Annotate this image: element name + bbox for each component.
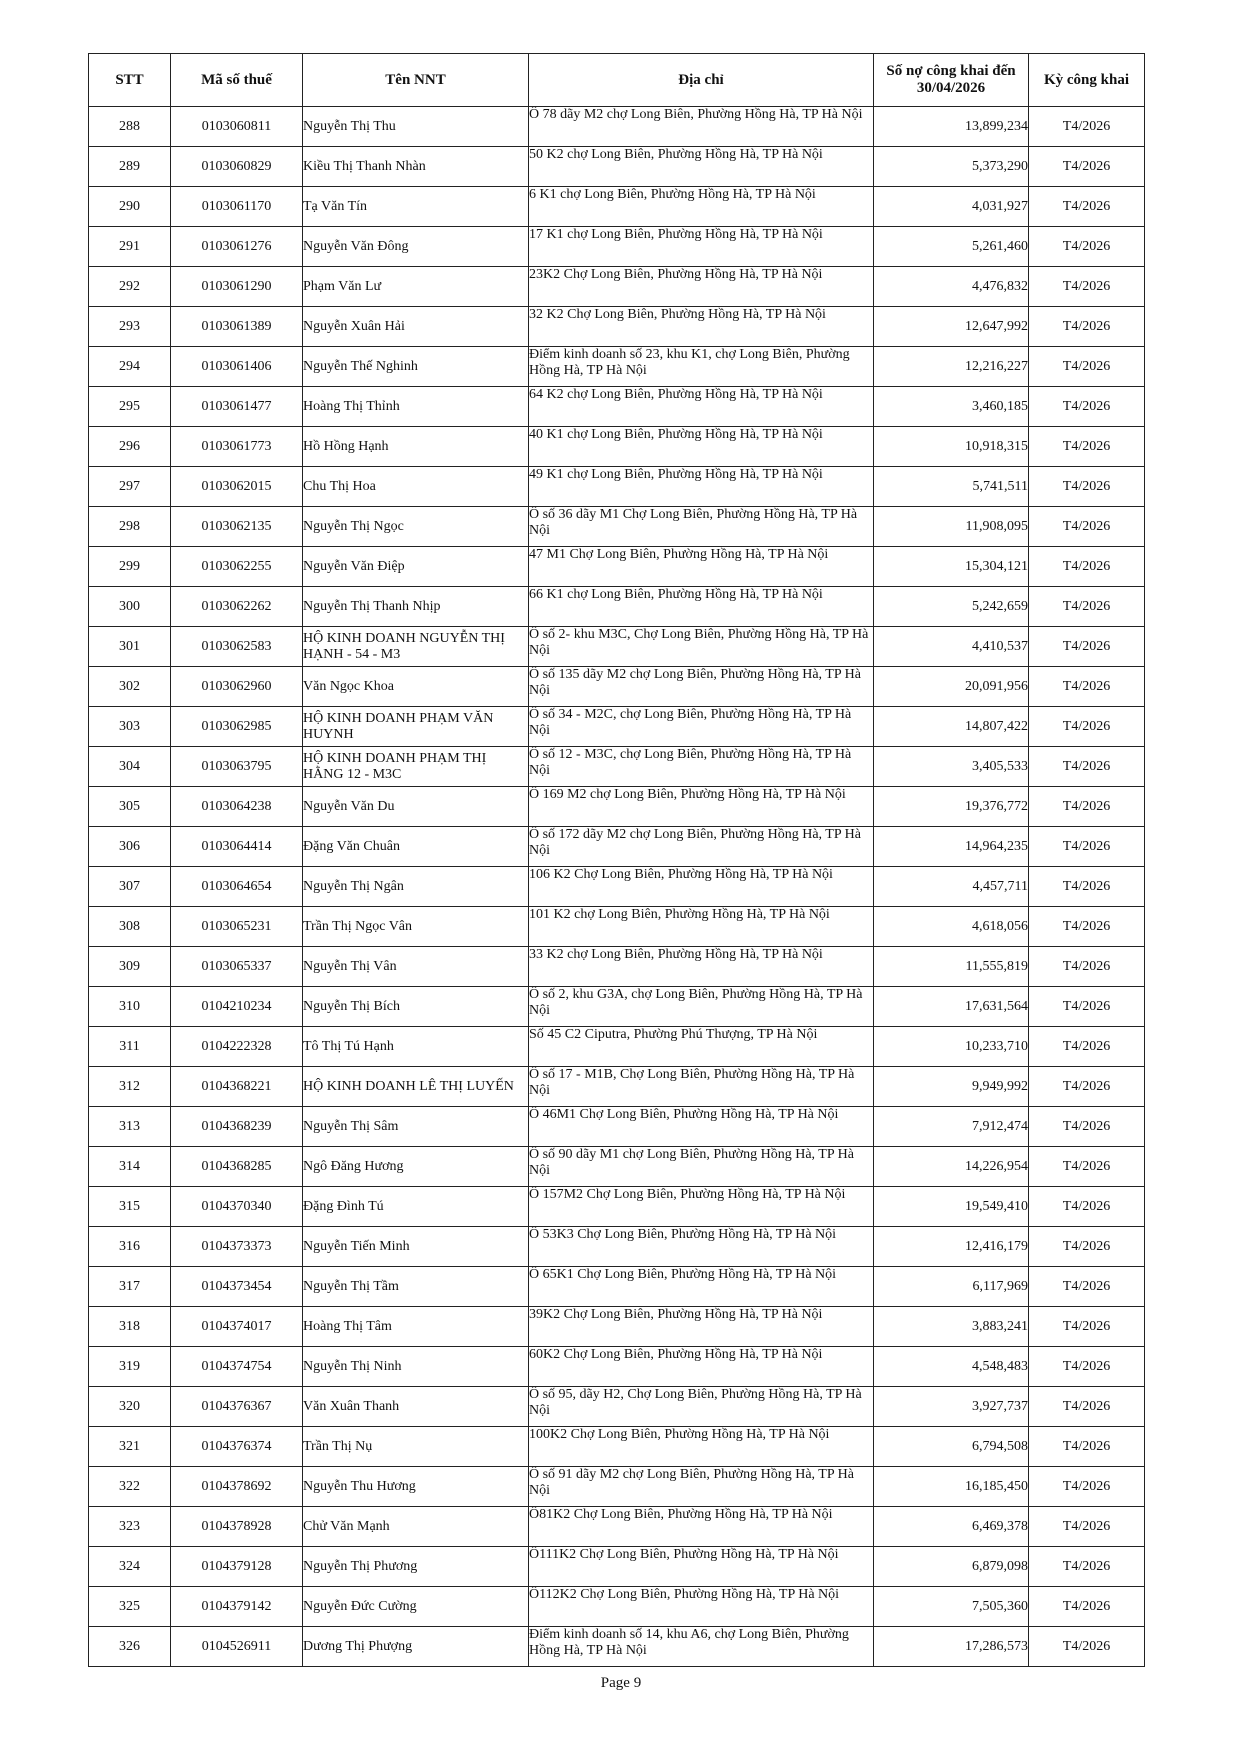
cell-stt: 323 (89, 1507, 171, 1547)
cell-address: Ô số 90 dãy M1 chợ Long Biên, Phường Hồng Hà, TP Hà Nội (529, 1147, 874, 1187)
cell-tax-code: 0103061170 (171, 187, 303, 227)
table-row (89, 467, 1145, 507)
header-period: Kỳ công khai (1029, 54, 1145, 107)
cell-address: Ô81K2 Chợ Long Biên, Phường Hồng Hà, TP Hà Nội (529, 1507, 874, 1547)
cell-stt: 306 (89, 827, 171, 867)
cell-tax-code: 0103061389 (171, 307, 303, 347)
cell-stt: 293 (89, 307, 171, 347)
table-row (89, 1107, 1145, 1147)
cell-tax-code: 0104379142 (171, 1587, 303, 1627)
cell-debt: 19,549,410 (874, 1187, 1029, 1227)
cell-period: T4/2026 (1029, 1027, 1145, 1067)
table-row (89, 587, 1145, 627)
cell-tax-code: 0103062985 (171, 707, 303, 747)
cell-tax-code: 0103064238 (171, 787, 303, 827)
cell-tax-code: 0103065231 (171, 907, 303, 947)
cell-tax-code: 0104374754 (171, 1347, 303, 1387)
cell-address: Ô 46M1 Chợ Long Biên, Phường Hồng Hà, TP Hà Nội (529, 1107, 874, 1147)
cell-address: Ô số 2- khu M3C, Chợ Long Biên, Phường Hồng Hà, TP Hà Nội (529, 627, 874, 667)
cell-debt: 11,908,095 (874, 507, 1029, 547)
cell-address: Ô 78 dãy M2 chợ Long Biên, Phường Hồng Hà, TP Hà Nội (529, 107, 874, 147)
cell-debt: 17,286,573 (874, 1627, 1029, 1667)
cell-stt: 324 (89, 1547, 171, 1587)
cell-stt: 298 (89, 507, 171, 547)
table-row (89, 1147, 1145, 1187)
cell-period: T4/2026 (1029, 187, 1145, 227)
cell-debt: 12,416,179 (874, 1227, 1029, 1267)
table-body (89, 107, 1145, 1667)
cell-address: Số 45 C2 Ciputra, Phường Phú Thượng, TP Hà Nội (529, 1027, 874, 1067)
cell-address: Ô 65K1 Chợ Long Biên, Phường Hồng Hà, TP Hà Nội (529, 1267, 874, 1307)
cell-name: Đặng Đình Tú (303, 1187, 529, 1227)
cell-name: HỘ KINH DOANH LÊ THỊ LUYẾN (303, 1067, 529, 1107)
table-row (89, 1387, 1145, 1427)
table-row (89, 267, 1145, 307)
cell-stt: 299 (89, 547, 171, 587)
cell-stt: 304 (89, 747, 171, 787)
cell-tax-code: 0103062015 (171, 467, 303, 507)
table-row (89, 1507, 1145, 1547)
cell-tax-code: 0104378928 (171, 1507, 303, 1547)
cell-period: T4/2026 (1029, 1067, 1145, 1107)
cell-address: Ô số 17 - M1B, Chợ Long Biên, Phường Hồng Hà, TP Hà Nội (529, 1067, 874, 1107)
cell-period: T4/2026 (1029, 1147, 1145, 1187)
cell-name: Nguyễn Thị Ngọc (303, 507, 529, 547)
cell-stt: 318 (89, 1307, 171, 1347)
cell-debt: 14,964,235 (874, 827, 1029, 867)
cell-debt: 3,883,241 (874, 1307, 1029, 1347)
table-row (89, 1187, 1145, 1227)
cell-name: Nguyễn Thu Hương (303, 1467, 529, 1507)
cell-period: T4/2026 (1029, 1467, 1145, 1507)
cell-name: Nguyễn Đức Cường (303, 1587, 529, 1627)
cell-stt: 311 (89, 1027, 171, 1067)
cell-name: Nguyễn Xuân Hải (303, 307, 529, 347)
cell-stt: 305 (89, 787, 171, 827)
cell-period: T4/2026 (1029, 427, 1145, 467)
cell-name: Trần Thị Nụ (303, 1427, 529, 1467)
cell-address: 40 K1 chợ Long Biên, Phường Hồng Hà, TP Hà Nội (529, 427, 874, 467)
cell-period: T4/2026 (1029, 1187, 1145, 1227)
cell-name: Nguyễn Văn Điệp (303, 547, 529, 587)
cell-address: Điểm kinh doanh số 23, khu K1, chợ Long Biên, Phường Hồng Hà, TP Hà Nội (529, 347, 874, 387)
cell-address: 60K2 Chợ Long Biên, Phường Hồng Hà, TP Hà Nội (529, 1347, 874, 1387)
cell-name: Nguyễn Thị Vân (303, 947, 529, 987)
cell-tax-code: 0103061290 (171, 267, 303, 307)
table-row (89, 627, 1145, 667)
cell-name: Nguyễn Thị Ninh (303, 1347, 529, 1387)
table-row (89, 747, 1145, 787)
cell-name: Nguyễn Thị Bích (303, 987, 529, 1027)
cell-tax-code: 0104222328 (171, 1027, 303, 1067)
cell-stt: 320 (89, 1387, 171, 1427)
cell-period: T4/2026 (1029, 1227, 1145, 1267)
cell-stt: 295 (89, 387, 171, 427)
cell-address: Ô111K2 Chợ Long Biên, Phường Hồng Hà, TP Hà Nội (529, 1547, 874, 1587)
cell-debt: 5,242,659 (874, 587, 1029, 627)
cell-tax-code: 0104376367 (171, 1387, 303, 1427)
cell-name: Nguyễn Thị Phương (303, 1547, 529, 1587)
table-row (89, 107, 1145, 147)
table-header-row (89, 54, 1145, 107)
cell-address: 100K2 Chợ Long Biên, Phường Hồng Hà, TP Hà Nội (529, 1427, 874, 1467)
cell-stt: 289 (89, 147, 171, 187)
cell-name: Trần Thị Ngọc Vân (303, 907, 529, 947)
cell-name: Chử Văn Mạnh (303, 1507, 529, 1547)
header-tax-code: Mã số thuế (171, 54, 303, 107)
cell-name: HỘ KINH DOANH NGUYỄN THỊ HẠNH - 54 - M3 (303, 627, 529, 667)
cell-stt: 314 (89, 1147, 171, 1187)
cell-debt: 11,555,819 (874, 947, 1029, 987)
cell-stt: 316 (89, 1227, 171, 1267)
table-row (89, 707, 1145, 747)
table-row (89, 547, 1145, 587)
cell-name: HỘ KINH DOANH PHẠM VĂN HUYNH (303, 707, 529, 747)
cell-tax-code: 0104373454 (171, 1267, 303, 1307)
cell-debt: 15,304,121 (874, 547, 1029, 587)
cell-tax-code: 0104376374 (171, 1427, 303, 1467)
cell-period: T4/2026 (1029, 1267, 1145, 1307)
cell-debt: 14,226,954 (874, 1147, 1029, 1187)
table-row (89, 507, 1145, 547)
cell-debt: 3,405,533 (874, 747, 1029, 787)
cell-address: 101 K2 chợ Long Biên, Phường Hồng Hà, TP Hà Nội (529, 907, 874, 947)
cell-name: Hoàng Thị Tâm (303, 1307, 529, 1347)
cell-tax-code: 0104210234 (171, 987, 303, 1027)
cell-name: Tạ Văn Tín (303, 187, 529, 227)
cell-name: Nguyễn Thị Ngân (303, 867, 529, 907)
cell-debt: 10,233,710 (874, 1027, 1029, 1067)
cell-name: Chu Thị Hoa (303, 467, 529, 507)
cell-name: Nguyễn Thị Thanh Nhịp (303, 587, 529, 627)
cell-address: Ô số 12 - M3C, chợ Long Biên, Phường Hồng Hà, TP Hà Nội (529, 747, 874, 787)
cell-period: T4/2026 (1029, 1547, 1145, 1587)
cell-name: Dương Thị Phượng (303, 1627, 529, 1667)
cell-address: 32 K2 Chợ Long Biên, Phường Hồng Hà, TP Hà Nội (529, 307, 874, 347)
cell-tax-code: 0103060829 (171, 147, 303, 187)
cell-debt: 6,794,508 (874, 1427, 1029, 1467)
table-row (89, 427, 1145, 467)
cell-tax-code: 0104379128 (171, 1547, 303, 1587)
cell-name: Nguyễn Thị Tầm (303, 1267, 529, 1307)
cell-debt: 14,807,422 (874, 707, 1029, 747)
cell-period: T4/2026 (1029, 387, 1145, 427)
cell-tax-code: 0103061276 (171, 227, 303, 267)
table-row (89, 387, 1145, 427)
table-row (89, 1627, 1145, 1667)
cell-tax-code: 0103062262 (171, 587, 303, 627)
cell-debt: 17,631,564 (874, 987, 1029, 1027)
cell-stt: 308 (89, 907, 171, 947)
tax-debt-table (88, 53, 1145, 1667)
cell-address: Điểm kinh doanh số 14, khu A6, chợ Long Biên, Phường Hồng Hà, TP Hà Nội (529, 1627, 874, 1667)
cell-period: T4/2026 (1029, 347, 1145, 387)
cell-address: Ô 157M2 Chợ Long Biên, Phường Hồng Hà, TP Hà Nội (529, 1187, 874, 1227)
cell-tax-code: 0103061477 (171, 387, 303, 427)
header-stt: STT (89, 54, 171, 107)
cell-name: Nguyễn Văn Đông (303, 227, 529, 267)
cell-stt: 309 (89, 947, 171, 987)
cell-debt: 3,927,737 (874, 1387, 1029, 1427)
cell-name: Văn Ngọc Khoa (303, 667, 529, 707)
cell-period: T4/2026 (1029, 1347, 1145, 1387)
cell-stt: 291 (89, 227, 171, 267)
cell-tax-code: 0103062583 (171, 627, 303, 667)
cell-debt: 6,879,098 (874, 1547, 1029, 1587)
cell-name: Đặng Văn Chuân (303, 827, 529, 867)
cell-debt: 16,185,450 (874, 1467, 1029, 1507)
cell-name: Kiều Thị Thanh Nhàn (303, 147, 529, 187)
cell-address: Ô số 34 - M2C, chợ Long Biên, Phường Hồng Hà, TP Hà Nội (529, 707, 874, 747)
cell-stt: 315 (89, 1187, 171, 1227)
cell-period: T4/2026 (1029, 1307, 1145, 1347)
cell-name: Nguyễn Thị Sâm (303, 1107, 529, 1147)
cell-period: T4/2026 (1029, 627, 1145, 667)
table-row (89, 227, 1145, 267)
cell-address: 66 K1 chợ Long Biên, Phường Hồng Hà, TP Hà Nội (529, 587, 874, 627)
cell-period: T4/2026 (1029, 107, 1145, 147)
cell-debt: 5,741,511 (874, 467, 1029, 507)
cell-debt: 6,117,969 (874, 1267, 1029, 1307)
table-row (89, 907, 1145, 947)
cell-stt: 313 (89, 1107, 171, 1147)
table-row (89, 867, 1145, 907)
table-row (89, 1587, 1145, 1627)
cell-stt: 321 (89, 1427, 171, 1467)
cell-period: T4/2026 (1029, 947, 1145, 987)
table-row (89, 667, 1145, 707)
cell-name: Tô Thị Tú Hạnh (303, 1027, 529, 1067)
cell-name: Hồ Hồng Hạnh (303, 427, 529, 467)
cell-address: 6 K1 chợ Long Biên, Phường Hồng Hà, TP Hà Nội (529, 187, 874, 227)
cell-address: Ô số 2, khu G3A, chợ Long Biên, Phường Hồng Hà, TP Hà Nội (529, 987, 874, 1027)
cell-tax-code: 0104368239 (171, 1107, 303, 1147)
cell-period: T4/2026 (1029, 1587, 1145, 1627)
cell-address: Ô số 172 dãy M2 chợ Long Biên, Phường Hồng Hà, TP Hà Nội (529, 827, 874, 867)
table-row (89, 987, 1145, 1027)
cell-address: Ô số 95, dãy H2, Chợ Long Biên, Phường Hồng Hà, TP Hà Nội (529, 1387, 874, 1427)
cell-debt: 12,647,992 (874, 307, 1029, 347)
cell-stt: 322 (89, 1467, 171, 1507)
table-row (89, 1307, 1145, 1347)
cell-debt: 19,376,772 (874, 787, 1029, 827)
cell-debt: 4,410,537 (874, 627, 1029, 667)
table-row (89, 947, 1145, 987)
cell-address: 33 K2 chợ Long Biên, Phường Hồng Hà, TP Hà Nội (529, 947, 874, 987)
table-row (89, 1347, 1145, 1387)
cell-debt: 4,457,711 (874, 867, 1029, 907)
cell-period: T4/2026 (1029, 1427, 1145, 1467)
cell-name: Ngô Đăng Hương (303, 1147, 529, 1187)
table-row (89, 1467, 1145, 1507)
cell-name: Văn Xuân Thanh (303, 1387, 529, 1427)
cell-debt: 3,460,185 (874, 387, 1029, 427)
cell-stt: 300 (89, 587, 171, 627)
cell-period: T4/2026 (1029, 827, 1145, 867)
cell-address: Ô số 36 dãy M1 Chợ Long Biên, Phường Hồng Hà, TP Hà Nội (529, 507, 874, 547)
cell-stt: 294 (89, 347, 171, 387)
cell-address: 39K2 Chợ Long Biên, Phường Hồng Hà, TP Hà Nội (529, 1307, 874, 1347)
cell-period: T4/2026 (1029, 307, 1145, 347)
cell-name: Hoàng Thị Thỉnh (303, 387, 529, 427)
cell-stt: 288 (89, 107, 171, 147)
cell-debt: 6,469,378 (874, 1507, 1029, 1547)
cell-period: T4/2026 (1029, 707, 1145, 747)
cell-address: 17 K1 chợ Long Biên, Phường Hồng Hà, TP Hà Nội (529, 227, 874, 267)
cell-tax-code: 0104526911 (171, 1627, 303, 1667)
cell-stt: 292 (89, 267, 171, 307)
cell-stt: 301 (89, 627, 171, 667)
cell-period: T4/2026 (1029, 787, 1145, 827)
cell-period: T4/2026 (1029, 227, 1145, 267)
cell-tax-code: 0103061773 (171, 427, 303, 467)
cell-debt: 12,216,227 (874, 347, 1029, 387)
table-row (89, 1427, 1145, 1467)
cell-address: 64 K2 chợ Long Biên, Phường Hồng Hà, TP Hà Nội (529, 387, 874, 427)
cell-stt: 302 (89, 667, 171, 707)
table-row (89, 1027, 1145, 1067)
cell-tax-code: 0103062960 (171, 667, 303, 707)
cell-address: 49 K1 chợ Long Biên, Phường Hồng Hà, TP Hà Nội (529, 467, 874, 507)
cell-address: 23K2 Chợ Long Biên, Phường Hồng Hà, TP Hà Nội (529, 267, 874, 307)
table-row (89, 787, 1145, 827)
cell-tax-code: 0104378692 (171, 1467, 303, 1507)
cell-tax-code: 0104370340 (171, 1187, 303, 1227)
cell-stt: 297 (89, 467, 171, 507)
table-row (89, 1547, 1145, 1587)
header-address: Địa chỉ (529, 54, 874, 107)
cell-period: T4/2026 (1029, 147, 1145, 187)
cell-debt: 5,373,290 (874, 147, 1029, 187)
table-row (89, 1227, 1145, 1267)
cell-tax-code: 0104368285 (171, 1147, 303, 1187)
cell-name: Nguyễn Tiến Minh (303, 1227, 529, 1267)
cell-stt: 312 (89, 1067, 171, 1107)
cell-name: HỘ KINH DOANH PHẠM THỊ HẰNG 12 - M3C (303, 747, 529, 787)
table-row (89, 187, 1145, 227)
cell-tax-code: 0103065337 (171, 947, 303, 987)
page-number: Page 9 (600, 1675, 642, 1691)
cell-period: T4/2026 (1029, 867, 1145, 907)
cell-stt: 325 (89, 1587, 171, 1627)
cell-stt: 307 (89, 867, 171, 907)
table-row (89, 147, 1145, 187)
cell-period: T4/2026 (1029, 587, 1145, 627)
cell-tax-code: 0103063795 (171, 747, 303, 787)
table-row (89, 1067, 1145, 1107)
cell-debt: 4,031,927 (874, 187, 1029, 227)
cell-stt: 310 (89, 987, 171, 1027)
cell-tax-code: 0104374017 (171, 1307, 303, 1347)
cell-period: T4/2026 (1029, 1507, 1145, 1547)
cell-name: Phạm Văn Lư (303, 267, 529, 307)
cell-debt: 13,899,234 (874, 107, 1029, 147)
cell-period: T4/2026 (1029, 987, 1145, 1027)
cell-period: T4/2026 (1029, 907, 1145, 947)
cell-tax-code: 0103062135 (171, 507, 303, 547)
cell-debt: 4,476,832 (874, 267, 1029, 307)
table-row (89, 1267, 1145, 1307)
cell-stt: 326 (89, 1627, 171, 1667)
cell-stt: 303 (89, 707, 171, 747)
cell-address: Ô112K2 Chợ Long Biên, Phường Hồng Hà, TP Hà Nội (529, 1587, 874, 1627)
cell-address: Ô 53K3 Chợ Long Biên, Phường Hồng Hà, TP Hà Nội (529, 1227, 874, 1267)
cell-debt: 7,505,360 (874, 1587, 1029, 1627)
cell-name: Nguyễn Thị Thu (303, 107, 529, 147)
cell-address: 50 K2 chợ Long Biên, Phường Hồng Hà, TP Hà Nội (529, 147, 874, 187)
cell-period: T4/2026 (1029, 467, 1145, 507)
table-row (89, 347, 1145, 387)
cell-name: Nguyễn Thế Nghinh (303, 347, 529, 387)
cell-address: 106 K2 Chợ Long Biên, Phường Hồng Hà, TP Hà Nội (529, 867, 874, 907)
cell-debt: 4,618,056 (874, 907, 1029, 947)
cell-tax-code: 0104373373 (171, 1227, 303, 1267)
cell-tax-code: 0104368221 (171, 1067, 303, 1107)
cell-tax-code: 0103064654 (171, 867, 303, 907)
cell-period: T4/2026 (1029, 267, 1145, 307)
cell-name: Nguyễn Văn Du (303, 787, 529, 827)
header-name: Tên NNT (303, 54, 529, 107)
cell-address: Ô 169 M2 chợ Long Biên, Phường Hồng Hà, TP Hà Nội (529, 787, 874, 827)
cell-period: T4/2026 (1029, 1627, 1145, 1667)
cell-stt: 296 (89, 427, 171, 467)
cell-period: T4/2026 (1029, 1107, 1145, 1147)
cell-period: T4/2026 (1029, 667, 1145, 707)
cell-period: T4/2026 (1029, 1387, 1145, 1427)
cell-period: T4/2026 (1029, 547, 1145, 587)
cell-address: 47 M1 Chợ Long Biên, Phường Hồng Hà, TP Hà Nội (529, 547, 874, 587)
cell-tax-code: 0103060811 (171, 107, 303, 147)
cell-stt: 317 (89, 1267, 171, 1307)
cell-debt: 9,949,992 (874, 1067, 1029, 1107)
cell-address: Ô số 91 dãy M2 chợ Long Biên, Phường Hồng Hà, TP Hà Nội (529, 1467, 874, 1507)
cell-tax-code: 0103061406 (171, 347, 303, 387)
cell-period: T4/2026 (1029, 507, 1145, 547)
cell-debt: 4,548,483 (874, 1347, 1029, 1387)
table-row (89, 307, 1145, 347)
cell-address: Ô số 135 dãy M2 chợ Long Biên, Phường Hồng Hà, TP Hà Nội (529, 667, 874, 707)
cell-tax-code: 0103062255 (171, 547, 303, 587)
cell-period: T4/2026 (1029, 747, 1145, 787)
cell-tax-code: 0103064414 (171, 827, 303, 867)
cell-stt: 290 (89, 187, 171, 227)
cell-debt: 10,918,315 (874, 427, 1029, 467)
cell-debt: 20,091,956 (874, 667, 1029, 707)
table-row (89, 827, 1145, 867)
cell-debt: 7,912,474 (874, 1107, 1029, 1147)
header-debt: Số nợ công khai đến 30/04/2026 (874, 54, 1029, 107)
cell-debt: 5,261,460 (874, 227, 1029, 267)
cell-stt: 319 (89, 1347, 171, 1387)
